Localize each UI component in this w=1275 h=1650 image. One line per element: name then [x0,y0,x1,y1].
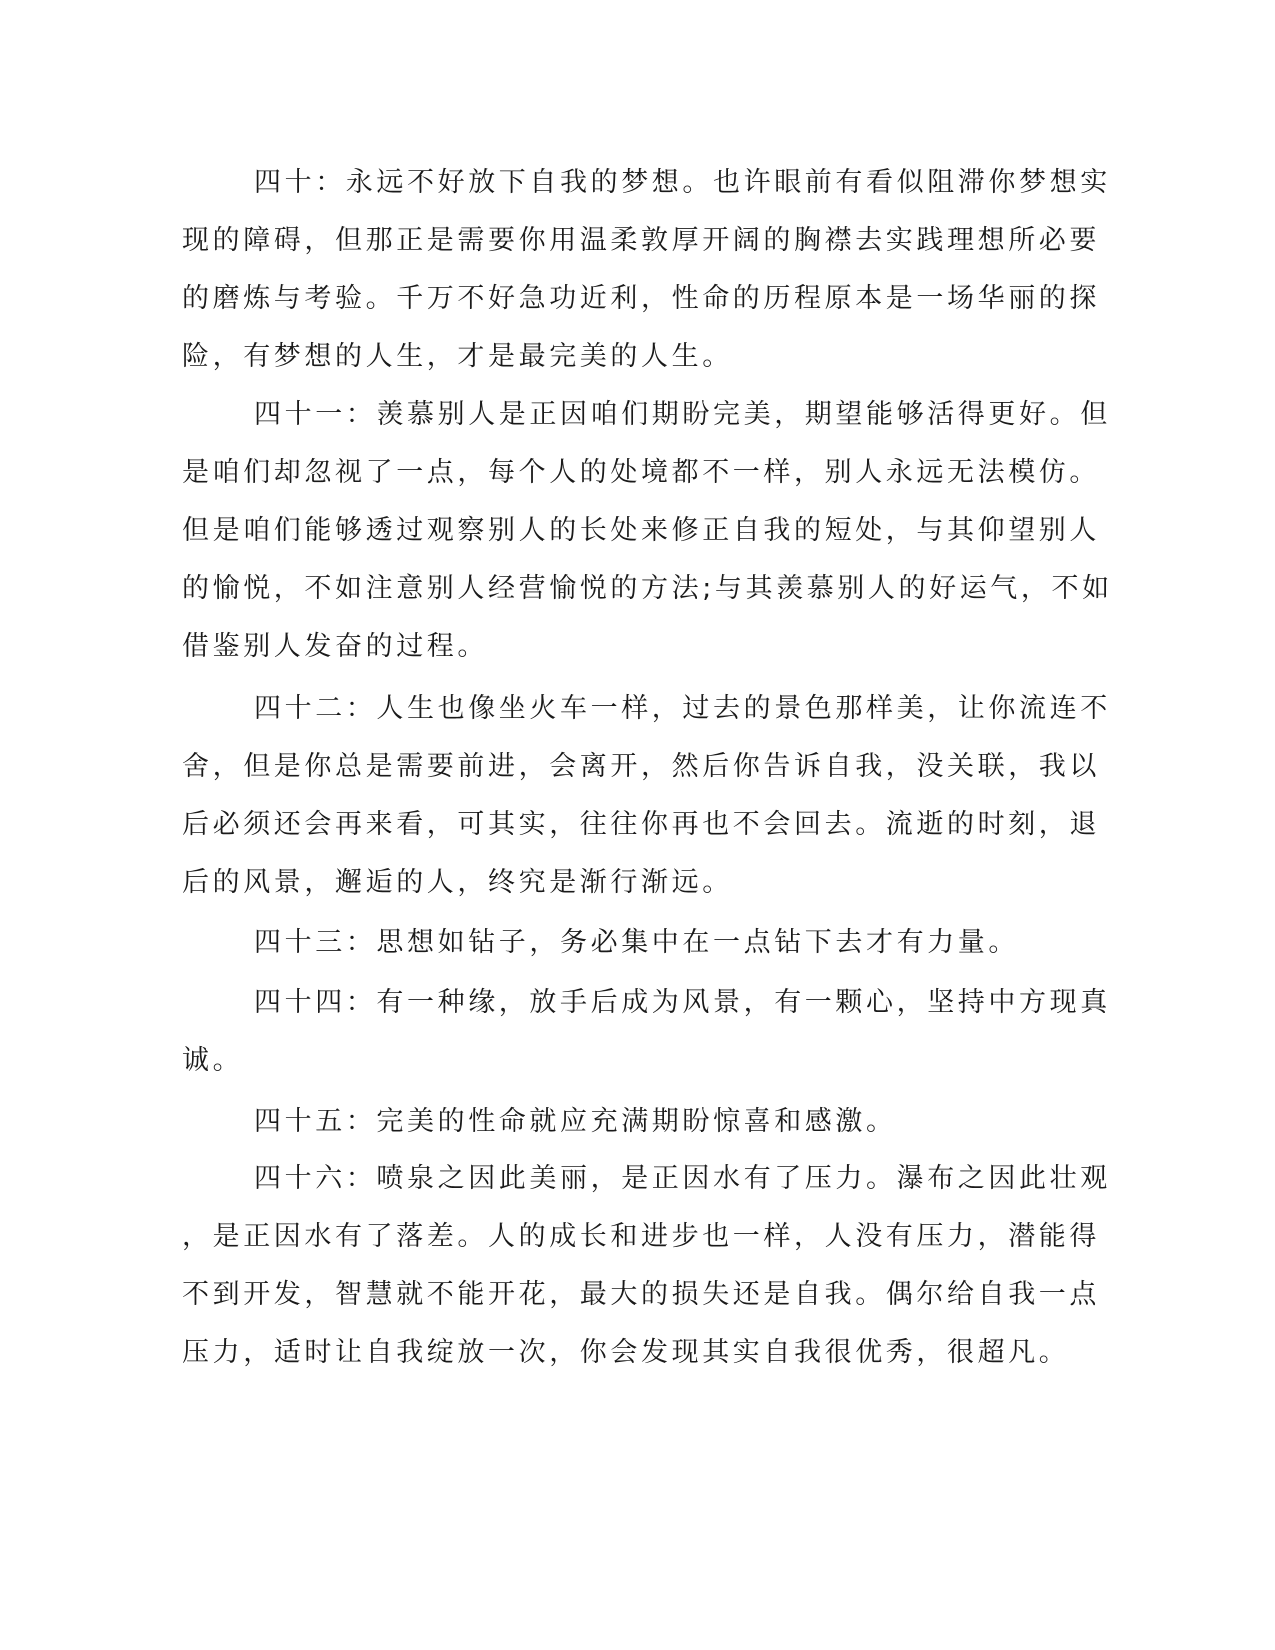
paragraph-line: 但是咱们能够透过观察别人的长处来修正自我的短处，与其仰望别人 [182,515,1100,546]
paragraph-line: 压力，适时让自我绽放一次，你会发现其实自我很优秀，很超凡。 [182,1337,1070,1368]
paragraph-line: ，是正因水有了落差。人的成长和进步也一样，人没有压力，潜能得 [182,1221,1100,1252]
paragraph-line: 诚。 [182,1045,244,1076]
paragraph-46 [182,1150,1111,1382]
paragraph-41 [182,386,1113,676]
paragraph-line: 的愉悦，不如注意别人经营愉悦的方法;与其羡慕别人的好运气，不如 [182,573,1113,604]
paragraph-line: 的磨炼与考验。千万不好急功近利，性命的历程原本是一场华丽的探 [182,283,1100,314]
paragraph-line: 四十一：羡慕别人是正因咱们期盼完美，期望能够活得更好。但 [254,399,1111,430]
paragraph-line: 四十：永远不好放下自我的梦想。也许眼前有看似阻滞你梦想实 [254,167,1111,198]
paragraph-line: 四十二：人生也像坐火车一样，过去的景色那样美，让你流连不 [254,693,1111,724]
paragraph-line: 后必须还会再来看，可其实，往往你再也不会回去。流逝的时刻，退 [182,809,1100,840]
paragraph-line: 险，有梦想的人生，才是最完美的人生。 [182,341,733,372]
paragraph-line: 现的障碍，但那正是需要你用温柔敦厚开阔的胸襟去实践理想所必要 [182,225,1100,256]
paragraph-line: 四十五：完美的性命就应充满期盼惊喜和感激。 [254,1106,897,1137]
paragraph-44 [182,974,1111,1090]
paragraph-40 [182,154,1111,386]
paragraph-line: 四十四：有一种缘，放手后成为风景，有一颗心，坚持中方现真 [254,987,1111,1018]
paragraph-line: 后的风景，邂逅的人，终究是渐行渐远。 [182,867,733,898]
paragraph-line: 是咱们却忽视了一点，每个人的处境都不一样，别人永远无法模仿。 [182,457,1100,488]
paragraph-line: 四十三：思想如钻子，务必集中在一点钻下去才有力量。 [254,927,1019,958]
paragraph-line: 借鉴别人发奋的过程。 [182,631,488,662]
paragraph-42 [182,680,1111,912]
paragraph-line: 不到开发，智慧就不能开花，最大的损失还是自我。偶尔给自我一点 [182,1279,1100,1310]
paragraph-43 [182,914,1042,972]
paragraph-line: 四十六：喷泉之因此美丽，是正因水有了压力。瀑布之因此壮观 [254,1163,1111,1194]
paragraph-line: 舍，但是你总是需要前进，会离开，然后你告诉自我，没关联，我以 [182,751,1100,782]
paragraph-45 [182,1093,1042,1151]
